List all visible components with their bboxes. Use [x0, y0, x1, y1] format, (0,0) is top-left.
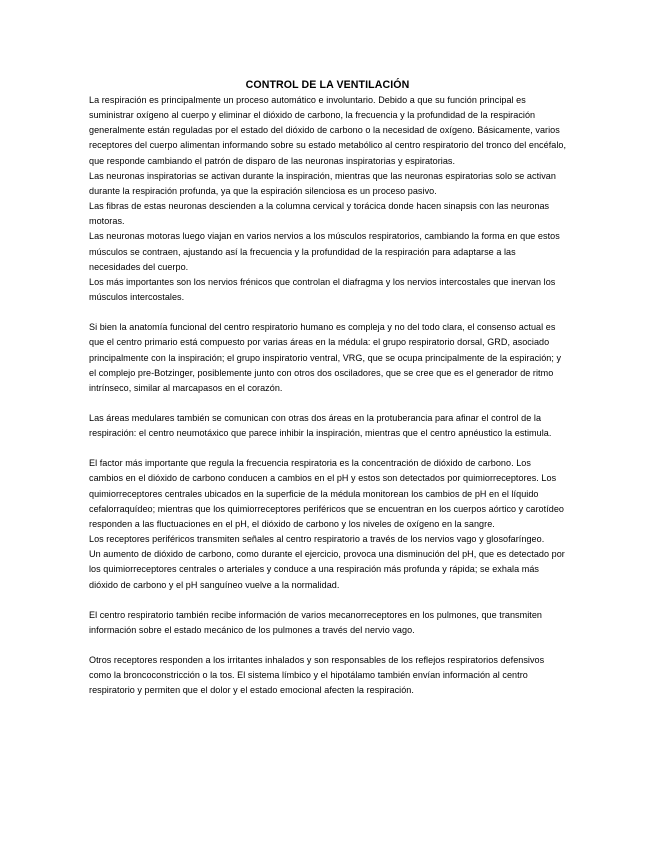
paragraph: Otros receptores responden a los irritantes inhalados y son responsables de los reflejos respiratorios defensivos como la broncoconstricción o la tos. El sistema límbico y el hipotálamo también envían información al centro respiratorio y permiten que el dolor y el estado emocional afecten la respiración.	[89, 655, 545, 696]
paragraph: El centro respiratorio también recibe información de varios mecanorreceptores en los pulmones, que transmiten información sobre el estado mecánico de los pulmones a través del nervio vago.	[89, 609, 542, 635]
paragraph: Las áreas medulares también se comunican con otras dos áreas en la protuberancia para afinar el control de la respiración: el centro neumotáxico que parece inhibir la inspiración, mientras que el centro apnéustico la estimula.	[89, 412, 552, 439]
paragraph: El factor más importante que regula la frecuencia respiratoria es la concentración de dióxido de carbono. Los cambios en el dióxido de carbono conducen a cambios en el pH y estos son detectados por quimiorreceptores. Los quimiorreceptores centrales ubicados en la superficie de la médula monitorean los cambios de pH en el líquido cefalorraquídeo; mientras que los quimiorreceptores periféricos que se encuentran en los cuerpos aórtico y carotídeo responden a las fluctuaciones en el pH, el dióxido de carbono y los niveles de oxígeno en la sangre.	[89, 458, 564, 529]
paragraph-gap	[89, 396, 567, 411]
paragraph: Los receptores periféricos transmiten señales al centro respiratorio a través de los nervios vago y glosofaríngeo.	[89, 534, 545, 545]
paragraph: Las neuronas motoras luego viajan en varios nervios a los músculos respiratorios, cambiando la forma en que estos músculos se contraen, ajustando así la frecuencia y la profundidad de la respiración para adaptarse a las necesidades del cuerpo.	[89, 231, 560, 272]
paragraph: Los más importantes son los nervios frénicos que controlan el diafragma y los nervios intercostales que inervan los músculos intercostales.	[89, 276, 556, 303]
paragraph-block	[89, 456, 567, 592]
paragraph-block	[89, 411, 567, 441]
paragraph: La respiración es principalmente un proceso automático e involuntario. Debido a que su función principal es suministrar oxígeno al cuerpo y eliminar el dióxido de carbono, la frecuencia y la profundidad de la respiración generalmente están reguladas por el estado del dióxido de carbono o la necesidad de oxígeno. Básicamente, varios receptores del cuerpo alimentan informando sobre su estado metabólico al centro respiratorio del tronco del encéfalo, que responde cambiando el patrón de disparo de las neuronas inspiratorias y espiratorias.	[89, 95, 567, 166]
paragraph-gap	[89, 593, 567, 608]
paragraph: Si bien la anatomía funcional del centro respiratorio humano es compleja y no del todo clara, el consenso actual es que el centro primario está compuesto por varias áreas en la médula: el grupo respiratorio dorsal, GRD, asociado principalmente con la inspiración; el grupo inspiratorio ventral, VRG, que se ocupa principalmente de la espiración; y el complejo pre-Botzinger, posiblemente junto con otros dos osciladores, que se cree que es el generador de ritmo intrínseco, similar al marcapasos en el corazón.	[89, 322, 562, 393]
document-title: CONTROL DE LA VENTILACIÓN	[245, 79, 410, 91]
paragraph-block	[89, 93, 567, 305]
paragraph-gap	[89, 441, 567, 456]
paragraph-block	[89, 320, 567, 396]
paragraph: Las fibras de estas neuronas descienden a la columna cervical y torácica donde hacen sinapsis con las neuronas motoras.	[89, 201, 550, 227]
paragraph-block	[89, 653, 567, 698]
paragraph-gap	[89, 638, 567, 653]
document-body	[89, 93, 567, 698]
paragraph: Las neuronas inspiratorias se activan durante la inspiración, mientras que las neuronas espiratorias solo se activan durante la respiración profunda, ya que la espiración silenciosa es un proceso pasivo.	[89, 170, 556, 196]
paragraph-gap	[89, 305, 567, 320]
paragraph-block	[89, 608, 567, 638]
paragraph: Un aumento de dióxido de carbono, como durante el ejercicio, provoca una disminución del pH, que es detectado por los quimiorreceptores centrales o arteriales y conduce a una respiración más profunda y rápida; se exhala más dióxido de carbono y el pH sanguíneo vuelve a la normalidad.	[89, 549, 565, 590]
